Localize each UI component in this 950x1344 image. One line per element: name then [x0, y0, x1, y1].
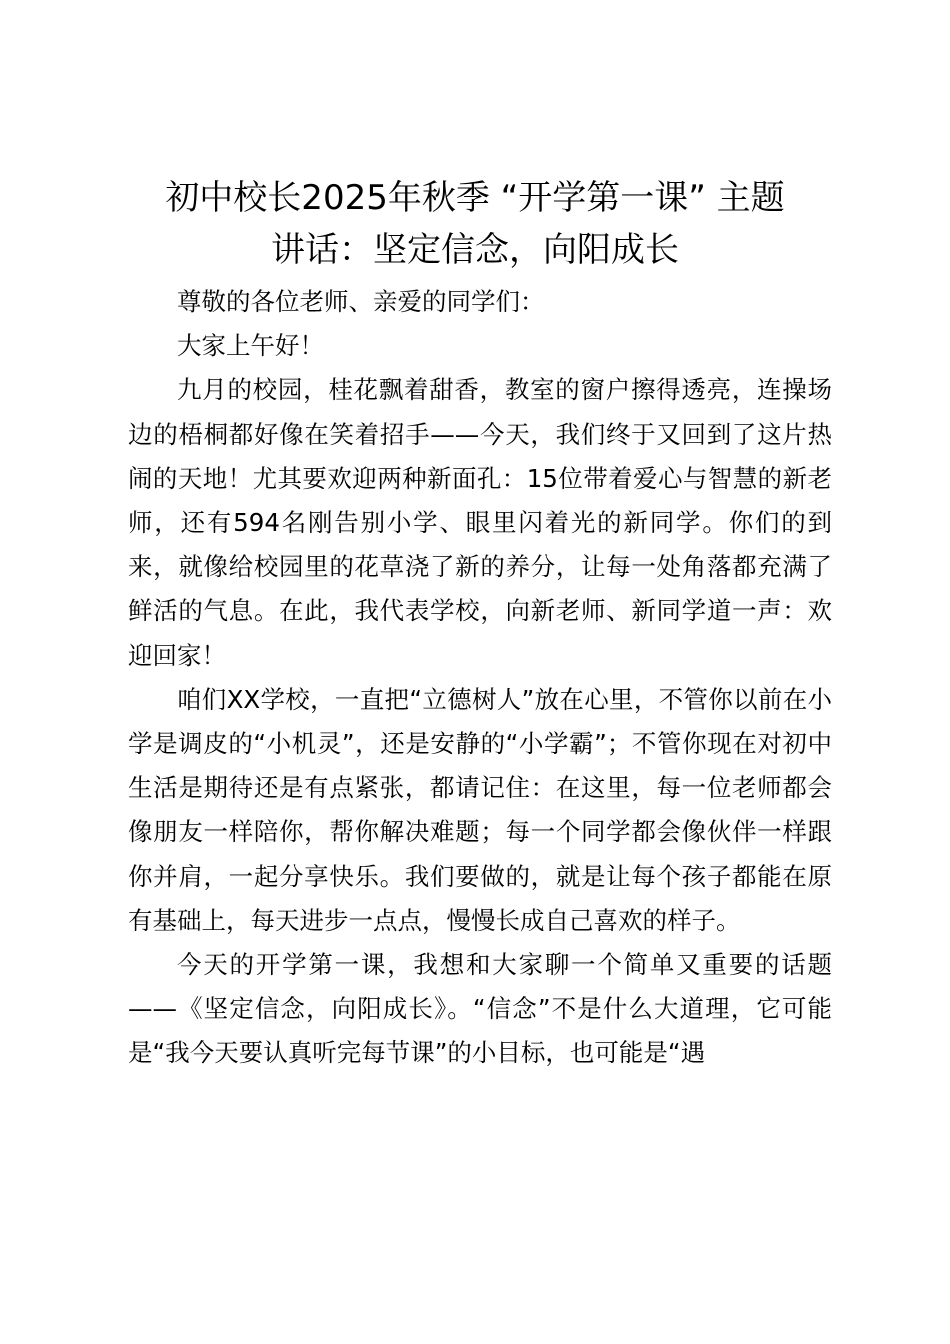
salutation: 尊敬的各位老师、亲爱的同学们：	[177, 287, 545, 316]
paragraph: 咱们XX学校，一直把“立德树人”放在心里，不管你以前在小学是调皮的“小机灵”，还是安静的“小学霸”；不管你现在对初中生活是期待还是有点紧张，都请记住：在这里，每一位老师都会像朋友一样陪你，帮你解决难题；每一个同学都会像伙伴一样跟你并肩，一起分享快乐。我们要做的，就是让每个孩子都能在原有基础上，每天进步一点点，慢慢长成自己喜欢的样子。	[128, 684, 832, 935]
greeting: 大家上午好！	[177, 331, 324, 361]
paragraph: 九月的校园，桂花飘着甜香，教室的窗户擦得透亮，连操场边的梧桐都好像在笑着招手——今天，我们终于又回到了这片热闹的天地！尤其要欢迎两种新面孔：15位带着爱心与智慧的新老师，还有594名刚告别小学、眼里闪着光的新同学。你们的到来，就像给校园里的花草浇了新的养分，让每一处角落都充满了鲜活的气息。在此，我代表学校，向新老师、新同学道一声：欢迎回家！	[128, 375, 832, 670]
paragraph: 今天的开学第一课，我想和大家聊一个简单又重要的话题——《坚定信念，向阳成长》。“信念”不是什么大道理，它可能是“我今天要认真听完每节课”的小目标，也可能是“遇	[128, 950, 832, 1068]
document-body	[128, 280, 832, 1076]
title-line-1: 初中校长2025年秋季 “开学第一课” 主题	[165, 178, 785, 218]
document-title	[120, 172, 830, 276]
title-line-2: 讲话：坚定信念，向阳成长	[271, 230, 679, 270]
